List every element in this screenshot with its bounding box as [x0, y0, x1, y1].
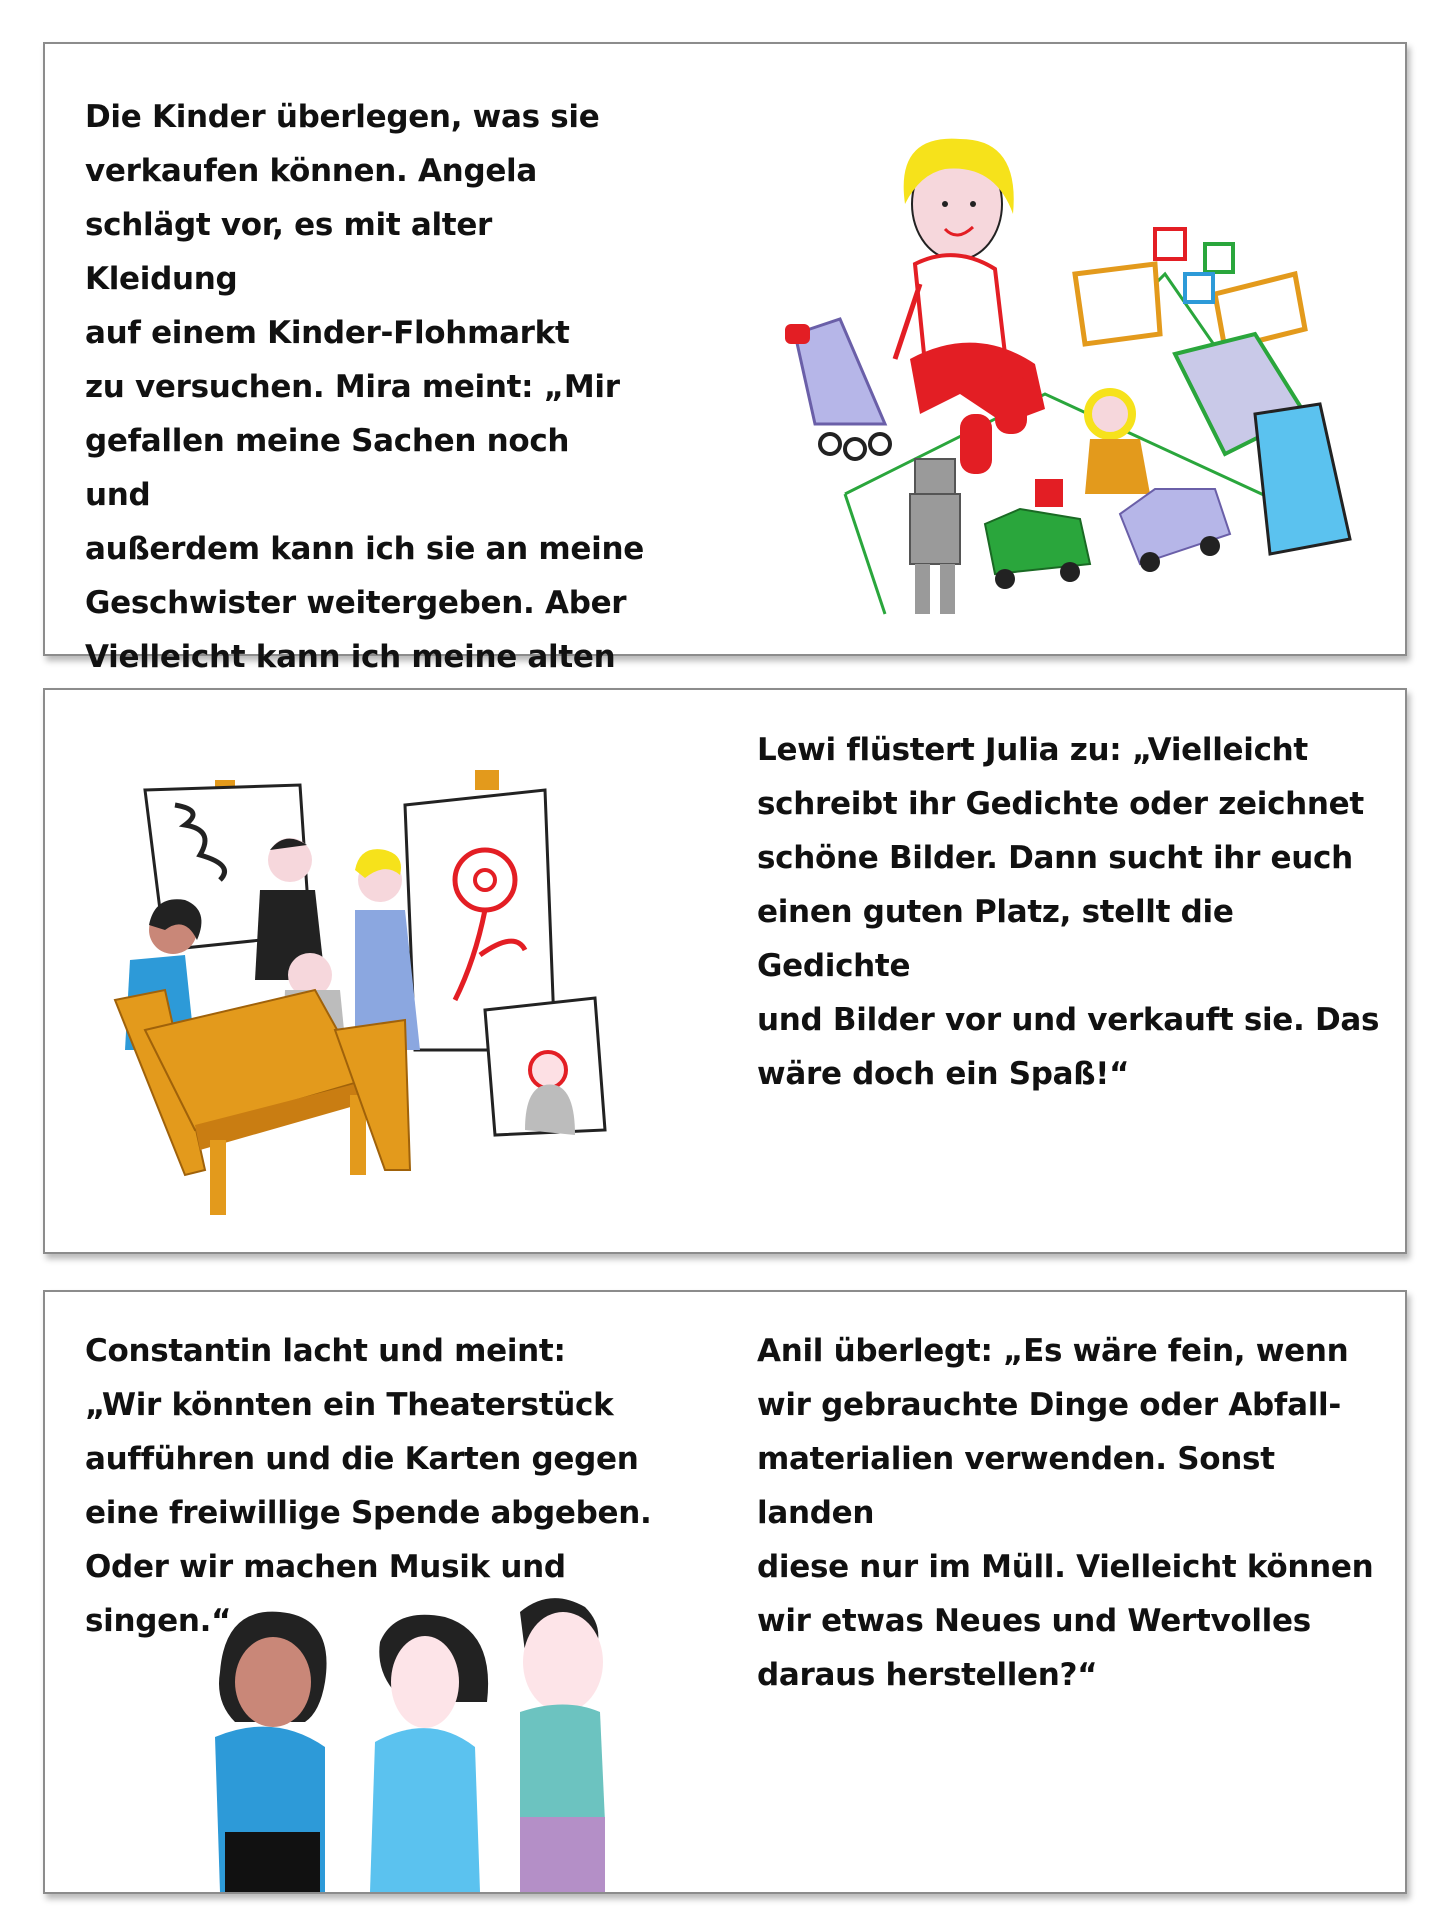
- story-panel-2: [43, 688, 1407, 1254]
- panel-2-text: Lewi flüstert Julia zu: „Vielleicht schreibt ihr Gedichte oder zeichnet schöne Bilder. Dann sucht ihr euch einen guten Platz, stellt die Gedichte und Bilder vor und verkauft sie. Das wäre doch ein Spaß!“: [757, 732, 1380, 1092]
- panel-1-text: Die Kinder überlegen, was sie verkaufen können. Angela schlägt vor, es mit alter Kleidung auf einem Kinder-Flohmarkt zu versuchen. Mira meint: „Mir gefallen meine Sachen noch und außerdem kann ich sie an meine Geschwister weitergeben. Aber Vielleicht kann ich meine alten: [85, 99, 644, 675]
- story-panel-3: [43, 1290, 1407, 1894]
- child-with-toys-illustration: [745, 94, 1385, 654]
- children-painting-illustration: [85, 750, 725, 1220]
- story-panel-1: [43, 42, 1407, 675]
- panel-3-text-right: Anil überlegt: „Es wäre fein, wenn wir gebrauchte Dinge oder Abfall- materialien verwenden. Sonst landen diese nur im Müll. Vielleicht können wir etwas Neues und Wertvolles daraus herstellen?“: [757, 1333, 1374, 1693]
- three-children-talking-illustration: [175, 1592, 635, 1892]
- panel-3-text-left: Constantin lacht und meint: „Wir könnten ein Theaterstück aufführen und die Karten gegen eine freiwillige Spende abgeben. Oder wir machen Musik und singen.“: [85, 1333, 652, 1639]
